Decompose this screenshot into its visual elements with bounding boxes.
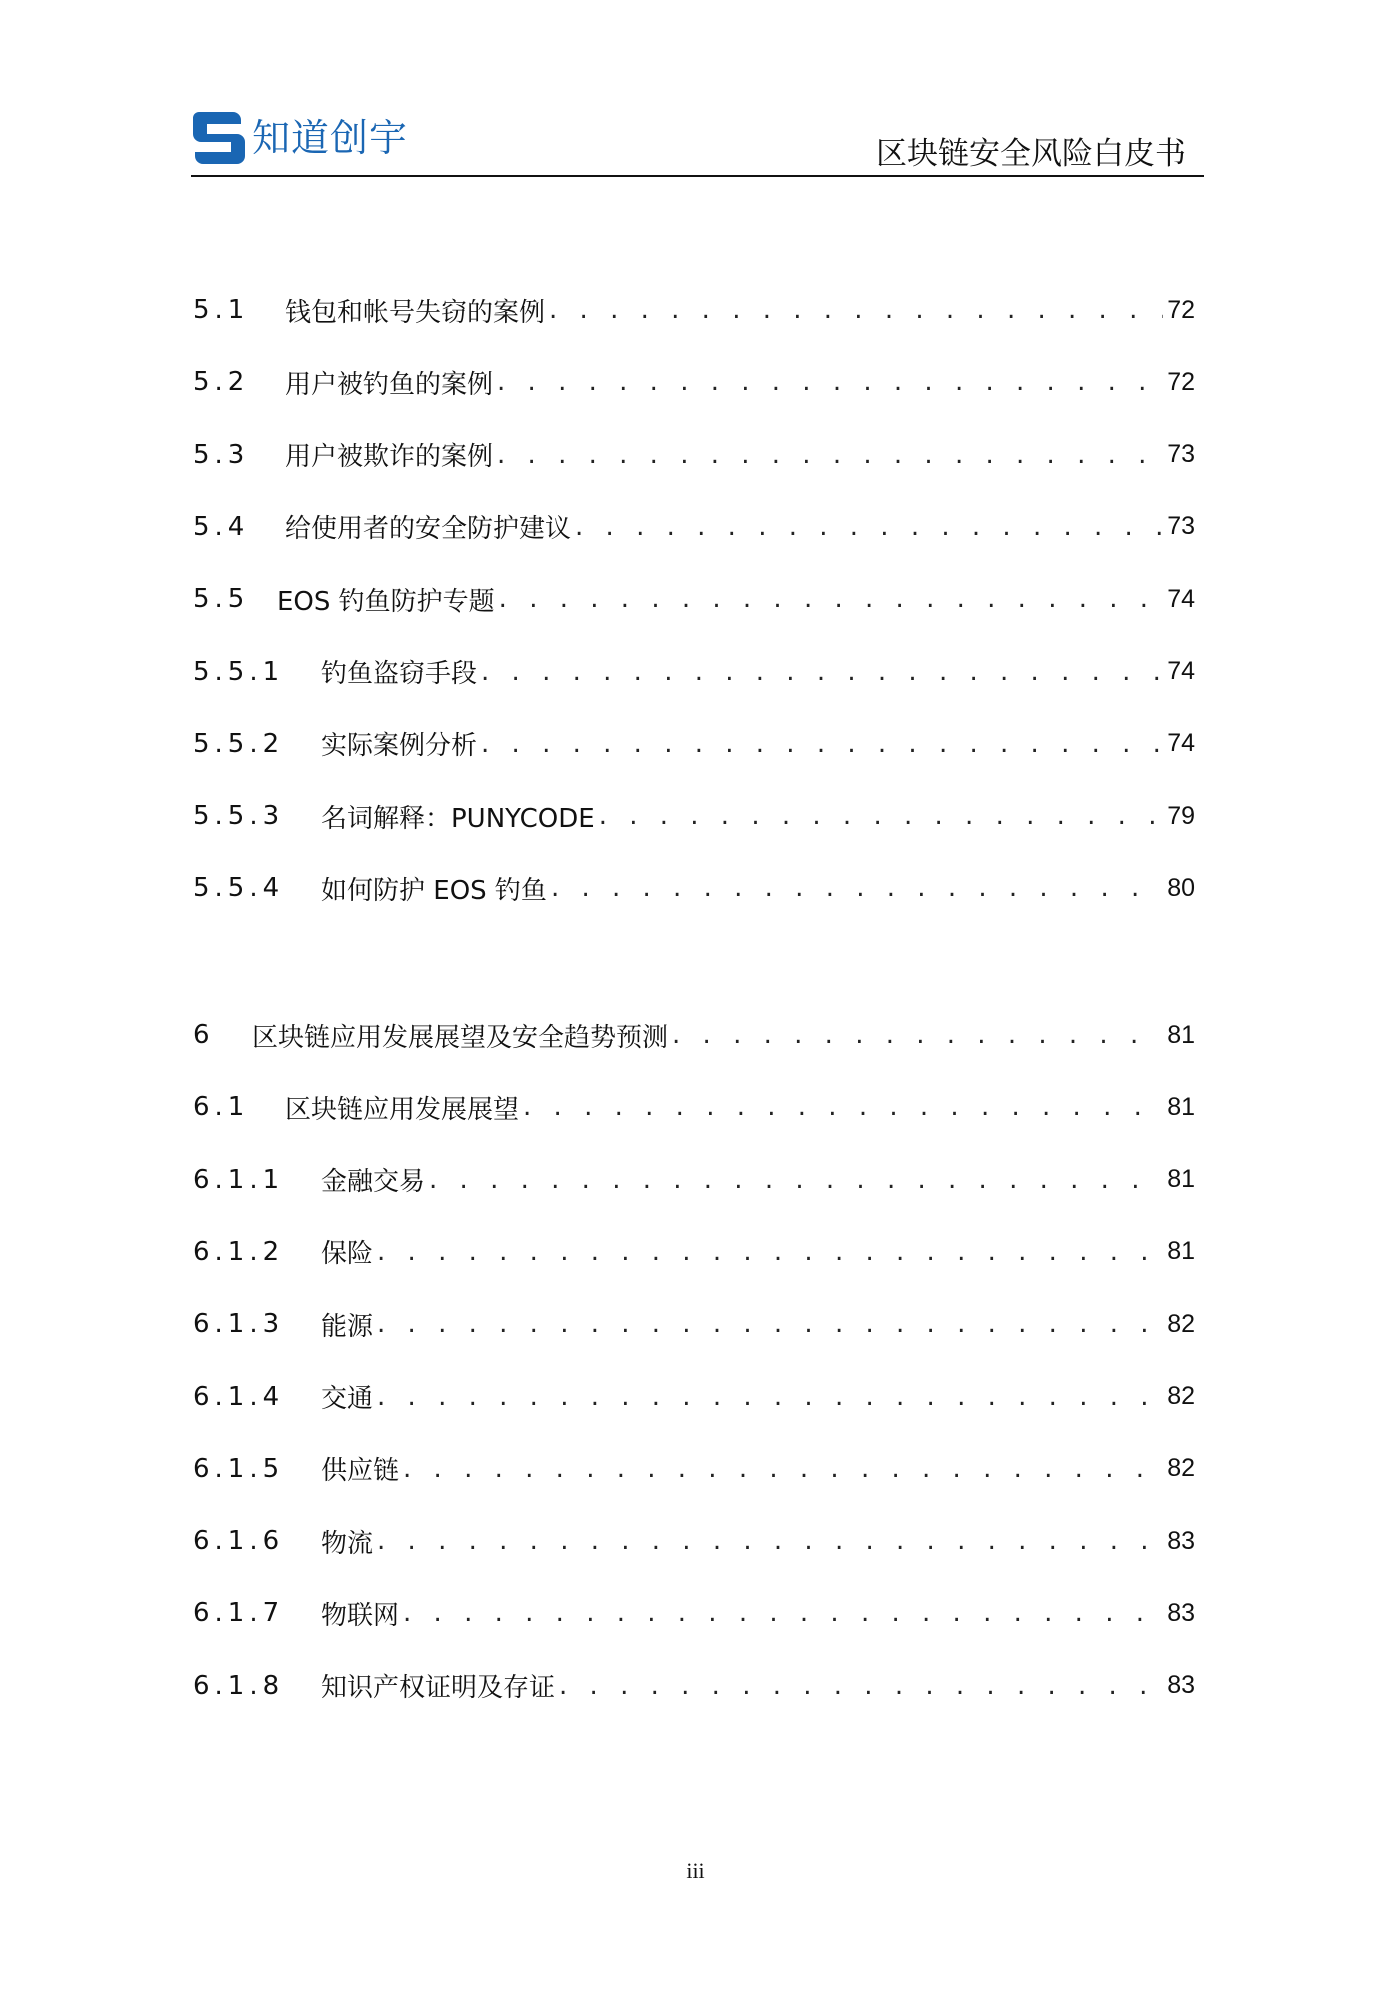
document-title: 区块链安全风险白皮书 [876,136,1186,172]
toc-entry[interactable] [193,1232,1195,1272]
dot-leader [481,657,1163,687]
toc-entry[interactable] [193,1449,1195,1489]
dot-leader [672,1020,1163,1050]
dot-leader [523,1092,1163,1122]
toc-entry-page: 74 [1167,657,1195,685]
toc-entry-page: 83 [1167,1671,1195,1700]
dot-leader [559,1671,1163,1701]
toc-entry-title: 能源 [321,1311,374,1342]
toc-entry-page: 73 [1167,440,1195,469]
toc-entry-page: 81 [1167,1237,1195,1266]
toc-entry[interactable] [193,1593,1195,1633]
toc-entry-page: 73 [1167,512,1195,541]
toc-entry-page: 81 [1167,1092,1195,1121]
toc-entry-title: 如何防护 EOS 钓鱼 [321,875,547,906]
dot-leader [377,1382,1163,1412]
toc-entry[interactable] [193,1666,1195,1706]
toc-entry-title: 金融交易 [321,1167,426,1198]
toc-entry-page: 81 [1167,1020,1195,1049]
toc-entry[interactable] [193,507,1195,547]
toc-entry-number: 5.5.4 [193,873,285,904]
dot-leader [599,801,1164,831]
knownsec-logo-icon [193,112,245,164]
toc-entry-title: EOS 钓鱼防护专题 [277,586,495,617]
toc-entry-title: 实际案例分析 [321,731,478,762]
toc-entry-title: 保险 [321,1239,374,1270]
toc-entry-number: 5.5.1 [193,656,285,687]
toc-entry-number: 5.5 [193,584,250,615]
toc-entry[interactable] [193,868,1195,908]
toc-entry-number: 5.2 [193,367,250,398]
toc-entry-page: 83 [1167,1598,1195,1627]
toc-entry-title: 交通 [321,1384,374,1414]
dot-leader [497,440,1163,470]
toc-entry-number: 6.1.7 [193,1598,285,1629]
toc-entry-page: 72 [1167,367,1195,396]
toc-entry-number: 6.1.5 [193,1453,285,1484]
toc-entry-title: 给使用者的安全防护建议 [285,514,572,545]
brand-name: 知道创宇 [252,116,409,160]
dot-leader [497,367,1163,397]
toc-entry-number: 6.1.4 [193,1381,285,1412]
toc-entry-title: 物联网 [321,1600,400,1631]
toc-entry-title: 名词解释：PUNYCODE [321,803,595,834]
toc-entry-page: 74 [1167,729,1195,758]
toc-entry[interactable] [193,796,1195,836]
toc-entry[interactable] [193,724,1195,764]
toc-entry-number: 6 [193,1020,215,1050]
toc-entry[interactable] [193,1015,1195,1055]
page-number: iii [686,1858,705,1883]
toc-entry-page: 80 [1167,873,1195,902]
toc-entry-title: 钱包和帐号失窃的案例 [285,297,546,328]
toc-entry-title: 区块链应用发展展望 [285,1094,520,1125]
dot-leader [403,1454,1163,1484]
toc-entry-number: 5.5.3 [193,801,285,832]
header-divider [191,175,1204,177]
toc-entry[interactable] [193,579,1195,619]
toc-entry-title: 用户被欺诈的案例 [285,442,494,473]
toc-entry-number: 5.4 [193,511,250,542]
toc-entry-title: 知识产权证明及存证 [321,1673,556,1704]
dot-leader [377,1526,1163,1556]
toc-entry[interactable] [193,290,1195,330]
toc-entry-number: 5.1 [193,295,250,325]
toc-entry-page: 82 [1167,1382,1195,1410]
toc-entry-number: 6.1.2 [193,1236,285,1267]
toc-entry-title: 区块链应用发展展望及安全趋势预测 [252,1022,669,1053]
toc-entry-page: 72 [1167,295,1195,324]
toc-entry-page: 82 [1167,1309,1195,1338]
toc-entry-title: 供应链 [321,1456,400,1487]
toc-entry-number: 6.1.6 [193,1526,285,1557]
dot-leader [377,1237,1163,1267]
toc-entry-page: 74 [1167,584,1195,613]
toc-entry[interactable] [193,1160,1195,1200]
toc-entry[interactable] [193,1304,1195,1344]
toc-entry-number: 6.1.3 [193,1309,285,1340]
toc-entry-title: 用户被钓鱼的案例 [285,369,494,400]
dot-leader [499,584,1164,614]
toc-entry-number: 6.1.1 [193,1164,285,1195]
toc-entry[interactable] [193,652,1195,692]
dot-leader [575,512,1163,542]
dot-leader [429,1165,1163,1195]
toc-entry-title: 钓鱼盗窃手段 [321,659,478,689]
dot-leader [403,1598,1163,1628]
dot-leader [551,873,1163,903]
toc-entry-title: 物流 [321,1528,374,1559]
toc-entry[interactable] [193,362,1195,402]
dot-leader [481,729,1163,759]
toc-entry[interactable] [193,435,1195,475]
toc-entry-number: 5.5.2 [193,728,285,759]
toc-entry-page: 82 [1167,1454,1195,1483]
dot-leader [377,1309,1163,1339]
toc-entry-page: 81 [1167,1165,1195,1194]
toc-entry[interactable] [193,1521,1195,1561]
toc-entry-number: 5.3 [193,439,250,470]
dot-leader [549,295,1163,325]
toc-entry-number: 6.1.8 [193,1670,285,1701]
toc-entry[interactable] [193,1087,1195,1127]
toc-entry-page: 83 [1167,1526,1195,1555]
toc-entry[interactable] [193,1377,1195,1417]
toc-entry-number: 6.1 [193,1092,250,1123]
toc-entry-page: 79 [1167,801,1195,830]
